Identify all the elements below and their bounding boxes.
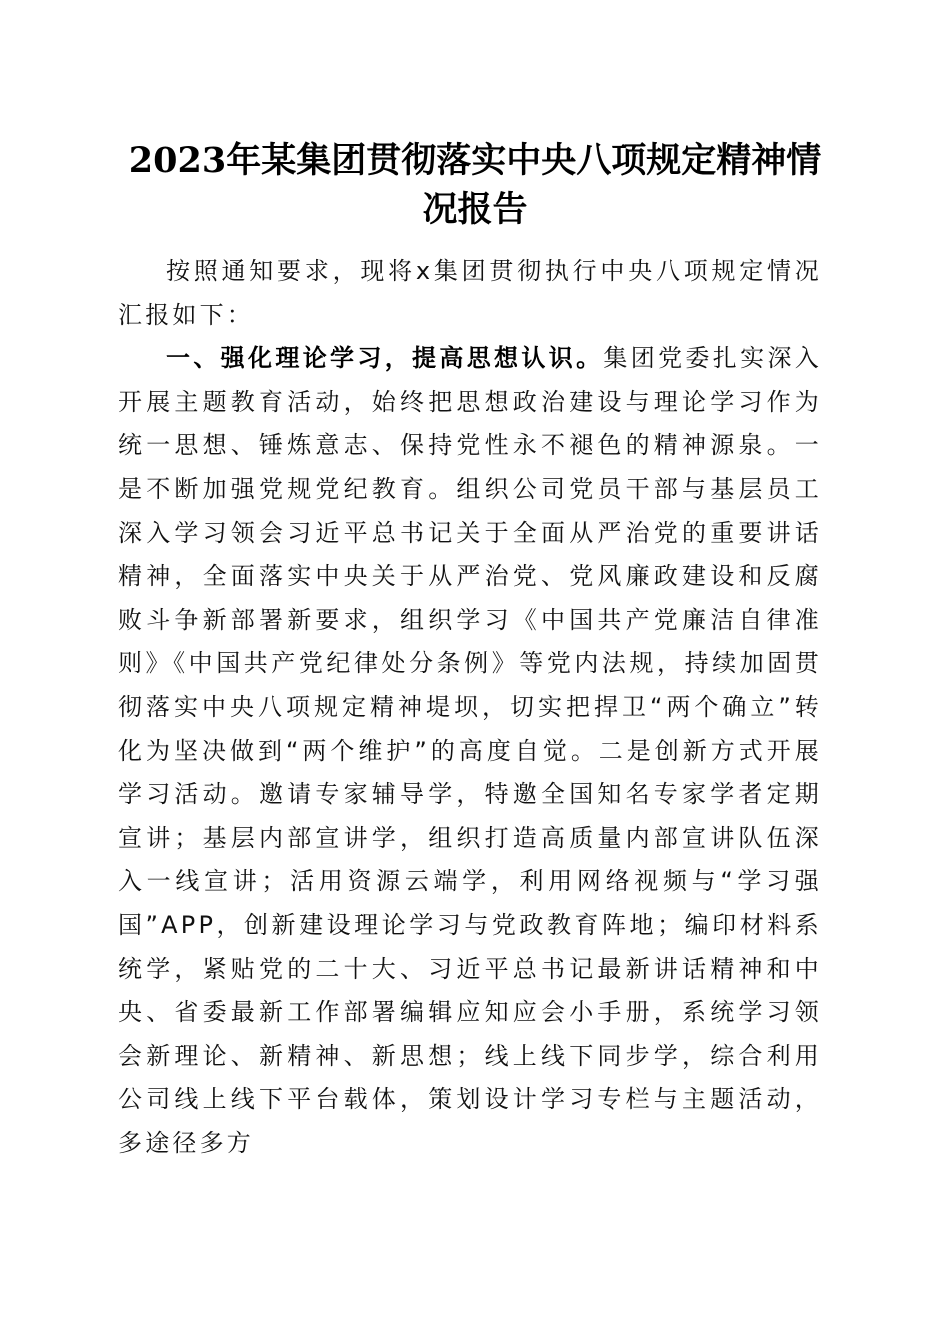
intro-paragraph: 按照通知要求，现将x集团贯彻执行中央八项规定情况汇报如下：: [118, 257, 822, 329]
section-1-body: 集团党委扎实深入开展主题教育活动，始终把思想政治建设与理论学习作为统一思想、锤炼意志、保持党性永不褪色的精神源泉。一是不断加强党规党纪教育。组织公司党员干部与基层员工深入学习领会习近平总书记关于全面从严治党的重要讲话精神，全面落实中央关于从严治党、党风廉政建设和反腐败斗争新部署新要求，组织学习《中国共产党廉洁自律准则》《中国共产党纪律处分条例》等党内法规，持续加固贯彻落实中央八项规定精神堤坝，切实把捍卫“两个确立”转化为坚决做到“两个维护”的高度自觉。二是创新方式开展学习活动。邀请专家辅导学，特邀全国知名专家学者定期宣讲；基层内部宣讲学，组织打造高质量内部宣讲队伍深入一线宣讲；活用资源云端学，利用网络视频与“学习强国”APP，创新建设理论学习与党政教育阵地；编印材料系统学，紧贴党的二十大、习近平总书记最新讲话精神和中央、省委最新工作部署编辑应知应会小手册，系统学习领会新理论、新精神、新思想；线上线下同步学，综合利用公司线上线下平台载体，策划设计学习专栏与主题活动，多途径多方: [118, 344, 822, 1157]
document-body: [118, 250, 822, 1165]
section-1-heading: 一、强化理论学习，提高思想认识。: [166, 344, 604, 373]
document-title: 2023年某集团贯彻落实中央八项规定精神情况报告: [128, 140, 822, 230]
section-1-paragraph: [118, 337, 822, 1165]
